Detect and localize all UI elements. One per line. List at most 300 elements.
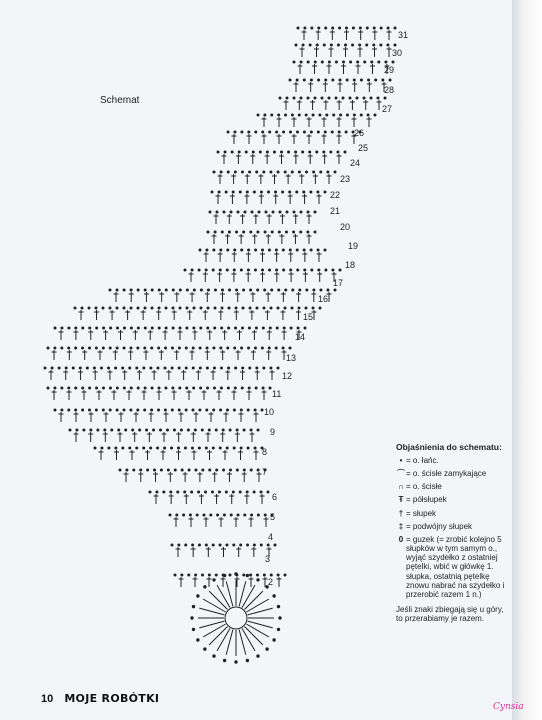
chain-dot <box>244 211 246 213</box>
chain-dot <box>228 307 230 309</box>
chain-dot <box>387 44 389 46</box>
chain-dot <box>199 409 201 411</box>
legend-item-double-crochet: † = słupek <box>396 509 512 518</box>
chain-dot <box>144 347 146 349</box>
legend-item-treble: ‡ = podwójny słupek <box>396 522 512 531</box>
chain-dot <box>102 409 104 411</box>
chain-dot <box>227 171 229 173</box>
chain-dot <box>146 429 148 431</box>
chain-dot <box>250 469 252 471</box>
chain-dot <box>220 387 222 389</box>
chain-dot <box>122 447 124 449</box>
chain-dot <box>163 491 165 493</box>
chain-dot <box>256 171 258 173</box>
chain-dot <box>234 347 236 349</box>
chain-dot <box>215 429 217 431</box>
chain-dot <box>269 269 271 271</box>
magazine-name: MOJE ROBÓTKI <box>64 692 160 705</box>
row-number: 13 <box>286 353 297 363</box>
chain-dot <box>186 289 188 291</box>
chain-dot <box>295 151 297 153</box>
chain-dot <box>236 289 238 291</box>
chain-dot <box>258 211 260 213</box>
chain-dot <box>229 574 231 576</box>
chain-dot <box>93 367 95 369</box>
chain-dot <box>160 469 162 471</box>
chain-dot <box>345 44 347 46</box>
chain-dot <box>137 387 139 389</box>
chain-dot <box>47 387 49 389</box>
chain-dot <box>228 367 230 369</box>
chain-dot <box>307 61 309 63</box>
page-number: 10 <box>41 693 54 705</box>
chain-dot <box>171 367 173 369</box>
chain-dot <box>227 387 229 389</box>
chain-dot <box>293 231 295 233</box>
chain-dot <box>157 447 159 449</box>
chain-dot <box>264 231 266 233</box>
chain-dot <box>303 249 305 251</box>
chain-dot <box>256 307 258 309</box>
row-number: 2 <box>268 577 274 587</box>
chain-dot <box>269 131 271 133</box>
chain-dot <box>359 27 361 29</box>
chain-dot <box>387 27 389 29</box>
chain-dot <box>293 211 295 213</box>
chain-dot <box>306 289 308 291</box>
chain-dot <box>165 307 167 309</box>
chain-dot <box>245 151 247 153</box>
chain-dot <box>220 249 222 251</box>
chain-dot <box>129 447 131 449</box>
chain-dot <box>291 171 293 173</box>
row-number: 11 <box>272 389 282 399</box>
chain-dot <box>235 307 237 309</box>
row-number: 31 <box>398 30 409 40</box>
chain-dot <box>339 79 341 81</box>
chain-dot <box>334 289 336 291</box>
chain-dot <box>213 409 215 411</box>
chain-dot <box>274 544 276 546</box>
chain-dot <box>210 514 212 516</box>
chain-dot <box>360 114 362 116</box>
chain-dot <box>326 114 328 116</box>
chain-dot <box>109 409 111 411</box>
chain-dot <box>178 447 180 449</box>
chain-dot <box>291 307 293 309</box>
chain-dot <box>285 231 287 233</box>
chain-dot <box>186 387 188 389</box>
chain-dot <box>212 269 214 271</box>
chain-dot <box>259 151 261 153</box>
chain-dot <box>186 307 188 309</box>
chain-dot <box>174 469 176 471</box>
chain-dot <box>213 655 215 657</box>
chain-dot <box>109 387 111 389</box>
chain-dot <box>385 61 387 63</box>
chain-dot <box>300 211 302 213</box>
chain-dot <box>241 347 243 349</box>
chain-dot <box>223 514 225 516</box>
chain-dot <box>232 191 234 193</box>
chain-dot <box>178 347 180 349</box>
chain-dot <box>307 97 309 99</box>
chain-dot <box>298 114 300 116</box>
chain-dot <box>251 514 253 516</box>
legend-item-bobble: 0 = guzek (= zrobić kolejno 5 słupków w tym samym o., wyjąć szydełko z ostatniej pętelki, wbić w główkę 1. słupka, ostatnią pętelkę znowu nabrać na szydełko i przerobić razem 1 n.) <box>396 535 512 599</box>
chain-dot <box>265 211 267 213</box>
chain-dot <box>89 409 91 411</box>
chain-dot <box>318 269 320 271</box>
chain-dot <box>233 409 235 411</box>
chain-dot <box>246 491 248 493</box>
chain-dot <box>303 191 305 193</box>
chain-dot <box>83 429 85 431</box>
chain-dot <box>384 97 386 99</box>
chain-dot <box>256 367 258 369</box>
chain-dot <box>223 659 225 661</box>
chain-dot <box>109 289 111 291</box>
chain-dot <box>165 347 167 349</box>
chain-dot <box>314 97 316 99</box>
chain-dot <box>69 429 71 431</box>
chain-dot <box>330 151 332 153</box>
chain-dot <box>234 131 236 133</box>
chain-dot <box>305 307 307 309</box>
chain-dot <box>263 171 265 173</box>
chain-dot <box>101 447 103 449</box>
chain-dot <box>198 544 200 546</box>
chain-dot <box>186 327 188 329</box>
single-crochet-icon: ∩ <box>398 482 404 492</box>
chain-dot <box>352 44 354 46</box>
stitch-mark <box>244 626 262 644</box>
chain-dot <box>276 269 278 271</box>
chain-dot <box>234 387 236 389</box>
chain-dot <box>357 61 359 63</box>
chain-dot <box>172 307 174 309</box>
chain-dot <box>179 289 181 291</box>
chain-dot <box>335 61 337 63</box>
chain-dot <box>214 289 216 291</box>
chain-dot <box>169 514 171 516</box>
chain-dot <box>262 131 264 133</box>
chain-dot <box>123 307 125 309</box>
chain-dot <box>202 469 204 471</box>
chain-dot <box>353 79 355 81</box>
chain-dot <box>281 151 283 153</box>
chain-dot <box>273 639 275 641</box>
chain-dot <box>310 79 312 81</box>
chain-dot <box>264 114 266 116</box>
chain-dot <box>158 289 160 291</box>
chain-dot <box>230 514 232 516</box>
chain-dot <box>262 327 264 329</box>
chain-dot <box>44 367 46 369</box>
chain-dot <box>257 114 259 116</box>
chain-dot <box>238 151 240 153</box>
chain-dot <box>207 327 209 329</box>
chain-dot <box>205 269 207 271</box>
chain-stitch-icon: • <box>399 455 403 465</box>
chain-dot <box>290 269 292 271</box>
chain-dot <box>257 514 259 516</box>
chain-dot <box>257 231 259 233</box>
chain-dot <box>188 574 190 576</box>
chain-dot <box>236 231 238 233</box>
chain-dot <box>75 347 77 349</box>
chain-dot <box>158 327 160 329</box>
chain-dot <box>286 97 288 99</box>
chain-dot <box>307 211 309 213</box>
chain-dot <box>103 387 105 389</box>
chain-dot <box>251 211 253 213</box>
row-number: 29 <box>384 65 395 75</box>
chain-dot <box>229 289 231 291</box>
chain-dot <box>158 409 160 411</box>
chain-dot <box>313 289 315 291</box>
chain-dot <box>61 347 63 349</box>
chain-dot <box>392 61 394 63</box>
chain-dot <box>394 27 396 29</box>
chain-dot <box>316 44 318 46</box>
chain-dot <box>122 367 124 369</box>
stitch-mark <box>209 626 227 644</box>
chain-dot <box>213 579 215 581</box>
chain-dot <box>338 131 340 133</box>
chain-dot <box>76 429 78 431</box>
signature: Cynsia <box>493 702 524 712</box>
chain-dot <box>373 27 375 29</box>
chain-dot <box>297 27 299 29</box>
chain-dot <box>320 289 322 291</box>
half-double-icon: Ŧ <box>398 495 404 505</box>
chain-dot <box>242 367 244 369</box>
chain-dot <box>277 367 279 369</box>
chain-dot <box>332 269 334 271</box>
chain-dot <box>158 347 160 349</box>
chain-dot <box>296 79 298 81</box>
chain-dot <box>304 27 306 29</box>
row-number: 15 <box>303 312 314 322</box>
chain-dot <box>143 447 145 449</box>
chain-dot <box>307 231 309 233</box>
chain-dot <box>249 171 251 173</box>
chain-dot <box>95 409 97 411</box>
chain-dot <box>219 544 221 546</box>
chain-dot <box>220 171 222 173</box>
chain-dot <box>293 97 295 99</box>
legend-item-slip-stitch: ⌒ = o. ścisłe zamykające <box>397 468 487 478</box>
chain-dot <box>317 249 319 251</box>
chain-dot <box>227 347 229 349</box>
chain-dot <box>240 409 242 411</box>
chain-dot <box>130 347 132 349</box>
chain-dot <box>202 574 204 576</box>
chain-dot <box>61 409 63 411</box>
chain-dot <box>198 447 200 449</box>
chain-dot <box>205 544 207 546</box>
chain-dot <box>144 289 146 291</box>
legend-item-half-double: Ŧ = półsłupek <box>396 495 512 504</box>
chain-dot <box>204 648 206 650</box>
chain-dot <box>275 347 277 349</box>
chain-dot <box>313 171 315 173</box>
chain-dot <box>380 27 382 29</box>
chain-dot <box>150 367 152 369</box>
chain-dot <box>310 131 312 133</box>
chain-dot <box>343 61 345 63</box>
chain-dot <box>293 61 295 63</box>
chain-dot <box>246 191 248 193</box>
chain-dot <box>335 97 337 99</box>
chain-dot <box>242 307 244 309</box>
chain-dot <box>205 447 207 449</box>
chain-dot <box>394 44 396 46</box>
chain-dot <box>277 628 279 630</box>
chain-dot <box>193 327 195 329</box>
chain-dot <box>178 409 180 411</box>
chain-dot <box>123 387 125 389</box>
chain-dot <box>269 327 271 329</box>
chain-dot <box>235 661 237 663</box>
chain-dot <box>195 469 197 471</box>
chain-dot <box>211 491 213 493</box>
chain-dot <box>54 409 56 411</box>
row-number: 25 <box>358 143 369 153</box>
chain-dot <box>209 469 211 471</box>
chain-dot <box>298 171 300 173</box>
row-number: 12 <box>282 371 293 381</box>
chain-dot <box>312 114 314 116</box>
chain-dot <box>277 307 279 309</box>
chain-dot <box>184 447 186 449</box>
chain-dot <box>257 429 259 431</box>
chain-dot <box>200 307 202 309</box>
chain-dot <box>282 191 284 193</box>
chain-dot <box>213 367 215 369</box>
chain-dot <box>79 367 81 369</box>
chain-dot <box>374 114 376 116</box>
chain-dot <box>276 131 278 133</box>
chain-dot <box>102 307 104 309</box>
chain-dot <box>192 544 194 546</box>
chain-dot <box>208 574 210 576</box>
chain-dot <box>171 409 173 411</box>
chain-dot <box>337 44 339 46</box>
chain-dot <box>346 27 348 29</box>
chain-dot <box>193 307 195 309</box>
chain-dot <box>178 544 180 546</box>
chain-dot <box>339 27 341 29</box>
chain-dot <box>97 429 99 431</box>
chain-dot <box>311 269 313 271</box>
chain-dot <box>151 409 153 411</box>
chain-dot <box>213 347 215 349</box>
chain-dot <box>271 231 273 233</box>
row-number: 21 <box>330 206 341 216</box>
chain-dot <box>236 469 238 471</box>
chain-dot <box>306 171 308 173</box>
chain-dot <box>255 131 257 133</box>
chain-dot <box>218 191 220 193</box>
chain-dot <box>108 447 110 449</box>
chain-dot <box>82 387 84 389</box>
chain-dot <box>284 574 286 576</box>
chain-dot <box>235 367 237 369</box>
chain-dot <box>344 151 346 153</box>
chain-dot <box>279 211 281 213</box>
chain-dot <box>109 347 111 349</box>
chain-dot <box>81 307 83 309</box>
chain-dot <box>282 347 284 349</box>
chain-dot <box>151 307 153 309</box>
chain-dot <box>260 544 262 546</box>
chain-dot <box>289 191 291 193</box>
chain-dot <box>165 289 167 291</box>
chain-dot <box>241 131 243 133</box>
chain-dot <box>82 409 84 411</box>
chain-dot <box>312 307 314 309</box>
legend-item-single-crochet: ∩ = o. ścisłe <box>396 482 512 491</box>
chain-dot <box>117 327 119 329</box>
chain-dot <box>270 574 272 576</box>
chain-dot <box>380 44 382 46</box>
legend-item-chain: • = o. łańc. <box>396 456 512 465</box>
chain-dot <box>237 514 239 516</box>
chain-dot <box>82 327 84 329</box>
chain-dot <box>314 61 316 63</box>
chain-dot <box>261 347 263 349</box>
chain-dot <box>65 367 67 369</box>
chain-dot <box>184 269 186 271</box>
chain-dot <box>299 289 301 291</box>
chain-dot <box>310 249 312 251</box>
chain-dot <box>151 289 153 291</box>
chain-dot <box>219 269 221 271</box>
chain-dot <box>221 367 223 369</box>
chain-dot <box>377 97 379 99</box>
chain-dot <box>304 327 306 329</box>
chain-dot <box>311 27 313 29</box>
chain-dot <box>184 491 186 493</box>
row-number: 4 <box>268 532 274 542</box>
chain-dot <box>267 491 269 493</box>
chain-dot <box>243 574 245 576</box>
chain-dot <box>180 429 182 431</box>
chain-dot <box>248 249 250 251</box>
chain-dot <box>325 269 327 271</box>
chain-dot <box>193 387 195 389</box>
chain-dot <box>247 269 249 271</box>
chain-dot <box>237 211 239 213</box>
chain-dot <box>171 347 173 349</box>
chain-dot <box>171 544 173 546</box>
chain-dot <box>283 327 285 329</box>
chain-dot <box>289 79 291 81</box>
chain-dot <box>243 231 245 233</box>
chain-dot <box>303 131 305 133</box>
chain-dot <box>178 367 180 369</box>
chain-dot <box>253 491 255 493</box>
chain-dot <box>160 429 162 431</box>
chain-dot <box>72 367 74 369</box>
chain-dot <box>233 447 235 449</box>
chain-dot <box>217 151 219 153</box>
chain-dot <box>346 114 348 116</box>
chain-dot <box>223 469 225 471</box>
chain-dot <box>193 289 195 291</box>
